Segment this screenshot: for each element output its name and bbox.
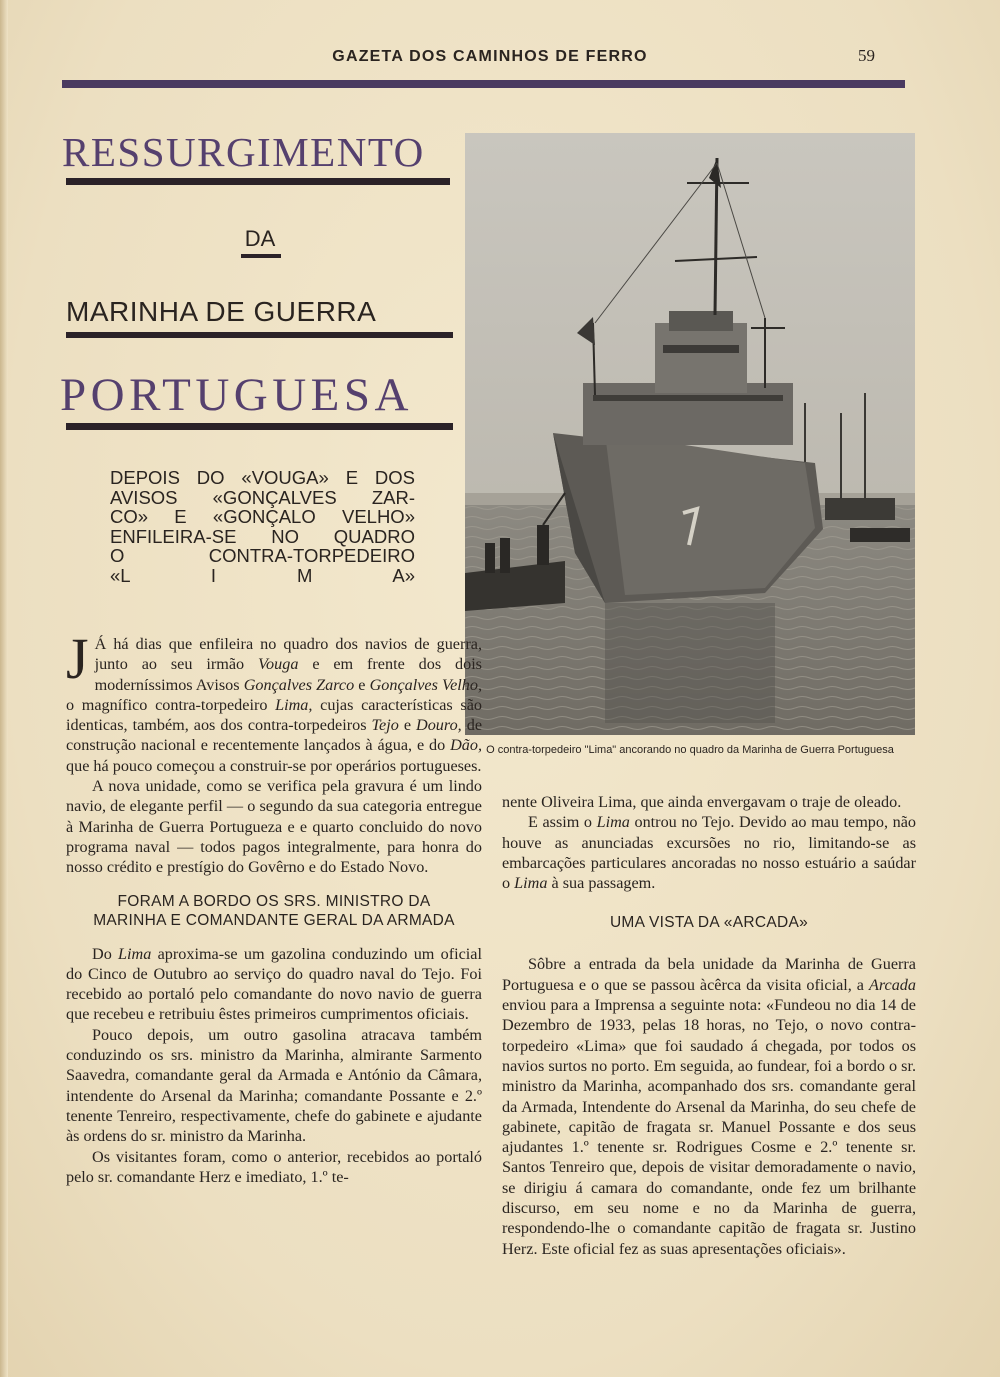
text-run: ontrou no Tejo. Devido ao mau tempo, não houve as anunciadas excursões no rio, limitando-se as embarcações particulares ancoradas no nosso estuário a saúdar o xyxy=(502,813,916,893)
body-paragraph xyxy=(502,954,916,1258)
section-heading-visit: FORAM A BORDO OS SRS. MINISTRO DA MARINHA E COMANDANTE GERAL DA ARMADA xyxy=(93,892,455,929)
subheadline-line: AVISOS «GONÇALVES ZAR- xyxy=(110,486,415,508)
text-run: cujas características são identicas, também, aos dos contra-torpedeiros xyxy=(66,695,482,735)
title-rule-1 xyxy=(66,178,450,185)
text-run: à sua passagem. xyxy=(547,874,656,893)
body-paragraph: A nova unidade, como se verifica pela gravura é um lindo navio, de elegante perfil — o segundo da sua categoria entregue à Marinha de Guerra Portugueza e e quarto concluido do novo programa naval — todos pagos integralmente, para honra do nosso crédito e prestígio do Govêrno e do Estado Novo. xyxy=(66,777,482,877)
text-run: E assim o xyxy=(528,813,597,832)
lead-paragraph xyxy=(66,626,483,776)
left-column xyxy=(66,626,483,1187)
ship-name-lima: Lima xyxy=(118,944,152,963)
ship-name-vouga: Vouga xyxy=(257,655,299,674)
photo-caption: O contra-torpedeiro "Lima" ancorando no quadro da Marinha de Guerra Portuguesa xyxy=(486,744,894,756)
title-rule-2 xyxy=(241,254,281,258)
text-run: e em frente dos dois moderníssimos Avisos xyxy=(94,655,482,694)
subheadline-line: DEPOIS DO «VOUGA» E DOS xyxy=(110,467,415,488)
text-run: e xyxy=(354,675,370,694)
ship-name-goncalves-velho: Gonçalves Velho, xyxy=(369,675,483,694)
destroyer-photo xyxy=(465,133,915,735)
ship-name-douro: Douro, xyxy=(416,716,462,735)
right-column xyxy=(502,792,916,1259)
body-paragraph xyxy=(66,944,482,1025)
title-line-da: DA xyxy=(244,226,276,251)
subheadline-line: O CONTRA-TORPEDEIRO xyxy=(110,545,415,566)
body-paragraph xyxy=(502,812,916,893)
ship-name-lima: Lima, xyxy=(275,695,313,714)
header-rule xyxy=(62,80,905,88)
subheadline-line: CO» E «GONÇALO VELHO» xyxy=(110,506,415,527)
title-rule-4 xyxy=(66,423,453,430)
ship-name-lima: Lima xyxy=(596,813,630,832)
text-run: aproxima-se um gazolina conduzindo um oficial do Cinco de Outubro ao serviço do quadro naval do Tejo. Foi recebido ao portaló pelo comandante do novo navio de guerra que recebeu e retribuiu êstes primeiros cumprimentos oficiais. xyxy=(66,944,482,1024)
page-number: 59 xyxy=(858,46,875,65)
text-run: de construção nacional e recentemente lançados à água, e do xyxy=(66,716,483,755)
body-paragraph: Pouco depois, um outro gasolina atracava também conduzindo os srs. ministro da Marinha, almirante Sarmento Saavedra, comandante geral da Armada e António da Câmara, intendente do Arsenal da Marinha; comandante Possante e 2.º tenente Tenreiro, respectivamente, chefe do gabinete e ajudante às ordens do sr. ministro da Marinha. xyxy=(66,1025,482,1146)
running-header: GAZETA DOS CAMINHOS DE FERRO xyxy=(332,48,648,65)
ship-name-tejo: Tejo xyxy=(371,716,399,735)
subheadline-line: ENFILEIRA-SE NO QUADRO xyxy=(110,525,415,547)
text-run: e xyxy=(398,716,417,735)
ship-illustration xyxy=(465,133,915,735)
title-line-portuguesa: PORTUGUESA xyxy=(60,369,413,421)
ship-name-dao: Dão, xyxy=(450,736,482,755)
drop-cap: J xyxy=(66,626,89,691)
text-run: Sôbre a entrada da bela unidade da Marinha de Guerra Portuguesa e o que se passou àcêrca da visita oficial, a xyxy=(502,955,916,994)
body-paragraph: Os visitantes foram, como o anterior, recebidos ao portaló pelo sr. comandante Herz e imediato, 1.º te- xyxy=(66,1147,482,1186)
subheadline-line: «L I M A» xyxy=(110,564,415,586)
ship-name-goncalves-zarco: Gonçalves Zarco xyxy=(243,675,355,694)
text-run: que há pouco começou a construir-se por operários portugueses. xyxy=(66,756,482,775)
title-rule-3 xyxy=(66,332,453,338)
page-spine-shadow xyxy=(0,0,8,1377)
section-heading-arcada: UMA VISTA DA «ARCADA» xyxy=(609,914,809,932)
subheadline xyxy=(110,468,415,585)
ship-name-lima: Lima xyxy=(514,874,548,893)
title-line-marinha: MARINHA DE GUERRA xyxy=(66,296,377,327)
text-run: Do xyxy=(92,944,119,963)
title-line-ressurgimento: RESSURGIMENTO xyxy=(62,129,425,175)
text-run: enviou para a Imprensa a seguinte nota: «Fundeou no dia 14 de Dezembro de 1933, pelas 18 horas, no Tejo, o novo contra-torpedeiro «Lima» que foi saudado á chegada, por todos os navios surtos no porto. Em seguida, ao fundear, foi a bordo o sr. ministro da Marinha, acompanhado dos srs. comandante geral da Armada, Intendente do Arsenal da Marinha, do seu chefe de gabinete, capitão de fragata sr. Manuel Possante e dos seus ajudantes 1.º tenente sr. Rodrigues Cosme e 2.º tenente sr. Santos Tenreiro que, depois de visitar demoradamente o navio, se dirigiu á camara do comandante, onde fez um brilhante discurso, em seu nome e no da Marinha de guerra, respondendo-lhe o comandante capitão de fragata sr. Justino Herz. Este oficial fez as suas apresentações oficiais». xyxy=(502,996,916,1258)
text-run: o magnífico contra-torpedeiro xyxy=(66,695,276,714)
text-run: Á há dias que enfileira no quadro dos navios de guerra, junto ao seu irmão xyxy=(94,635,482,674)
body-paragraph: nente Oliveira Lima, que ainda envergavam o traje de oleado. xyxy=(502,793,902,811)
publication-name-arcada: Arcada xyxy=(868,975,916,994)
